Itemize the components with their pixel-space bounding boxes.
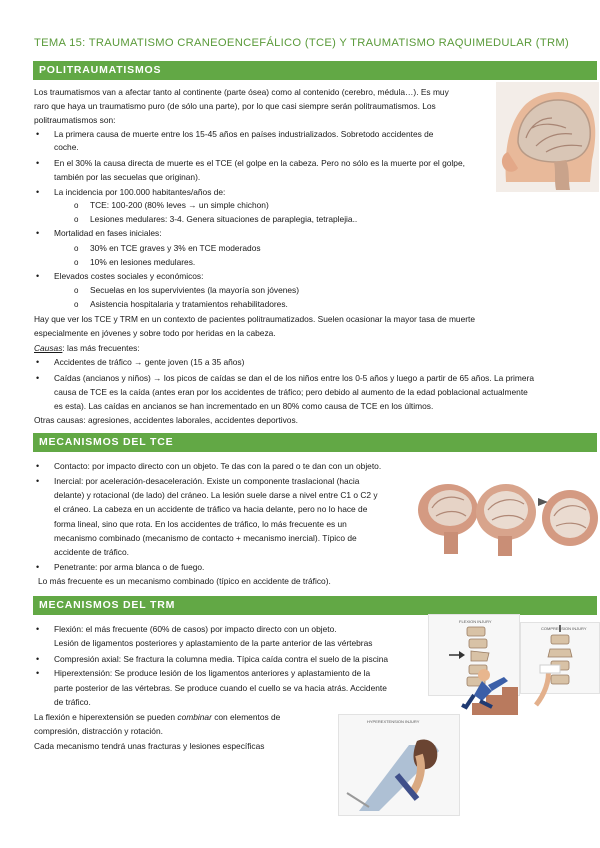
list-item: • Mortalidad en fases iniciales: xyxy=(54,227,162,240)
list-subitem: o TCE: 100-200 (80% leves → un simple chichon) xyxy=(90,199,269,212)
figure-caption: FLEXION INJURY xyxy=(459,619,492,624)
list-item: • Inercial: por aceleración-desaceleración. Existe un componente traslacional (hacia xyxy=(54,475,359,488)
text-line: Otras causas: agresiones, accidentes laborales, accidentes deportivos. xyxy=(34,415,298,425)
text-line: especialmente en jóvenes y sobre todo por heridas en la cabeza. xyxy=(34,328,276,338)
text-line: Hay que ver los TCE y TRM en un contexto de pacientes politraumatizados. Suelen ocasionar la mayor tasa de muerte xyxy=(34,314,476,324)
list-item: • En el 30% la causa directa de muerte es el TCE (el golpe en la cabeza. Pero no sólo es la muerte por el golpe, xyxy=(54,157,465,170)
text-line: accidente de tráfico. xyxy=(54,547,129,557)
combine-paragraph xyxy=(34,711,280,724)
list-item: • Penetrante: por arma blanca o de fuego. xyxy=(54,561,204,574)
hyperextension-injury-figure xyxy=(338,714,460,816)
head-brain-illustration xyxy=(496,82,599,192)
list-item: • Accidentes de tráfico → gente joven (15 a 35 años) xyxy=(54,356,244,369)
list-item: • La incidencia por 100.000 habitantes/años de: xyxy=(54,186,225,199)
text-line: compresión, distracción y rotación. xyxy=(34,726,163,736)
text-line: Cada mecanismo tendrá unas fracturas y lesiones específicas xyxy=(34,741,265,751)
section-header-mecanismos-tce: MECANISMOS DEL TCE xyxy=(33,433,597,452)
list-item: • Caídas (ancianos y niños) → los picos de caídas se dan el de los niños entre los 0-5 años y luego a partir de 65 años. La primera xyxy=(54,372,534,385)
text-line: el cráneo. La cabeza en un accidente de tráfico va hacia delante, pero no lo hace de xyxy=(54,504,368,514)
text-line: Lo más frecuente es un mecanismo combinado (típico en accidente de tráfico). xyxy=(38,576,331,586)
text-line: es esta). Las caídas en ancianos se han incrementado en un 80% como causa de TCE en los últimos. xyxy=(54,401,434,411)
list-item: • Compresión axial: Se fractura la columna media. Típica caída contra el suelo de la piscina xyxy=(54,653,388,666)
text-fragment: La flexión e hiperextensión se pueden xyxy=(34,712,178,722)
emphasis-combinar: combinar xyxy=(177,712,212,722)
text-fragment: con elementos de xyxy=(211,712,281,722)
text-line: mecanismo combinado (mecanismo de contacto + mecanismo inercial). Típico de xyxy=(54,533,357,543)
list-item: • Contacto: por impacto directo con un objeto. Te das con la pared o te dan con un objeto. xyxy=(54,460,381,473)
list-item: • Flexión: el más frecuente (60% de casos) por impacto directo con un objeto. xyxy=(54,623,337,636)
text-line: de tráfico. xyxy=(54,697,91,707)
acceleration-deceleration-illustration xyxy=(418,476,600,556)
text-line: delante) y rotacional (de lado) del cráneo. La lesión suele darse a nivel entre C1 o C2 y xyxy=(54,490,378,500)
text-line: raro que haya un traumatismo puro (de sólo una parte), por lo que casi siempre serán politraumatismos. Los xyxy=(34,101,436,111)
list-subitem: o Lesiones medulares: 3-4. Genera situaciones de paraplegia, tetraplejia.. xyxy=(90,213,357,226)
figure-caption: HYPEREXTENSION INJURY xyxy=(367,719,420,724)
page-title: TEMA 15: TRAUMATISMO CRANEOENCEFÁLICO (TCE) Y TRAUMATISMO RAQUIMEDULAR (TRM) xyxy=(34,37,569,49)
text-line: causa de TCE es la caída (antes eran por los accidentes de tráfico; pero debido al aumento de la edad poblacional actualmente xyxy=(54,387,528,397)
section-header-mecanismos-trm: MECANISMOS DEL TRM xyxy=(33,596,597,615)
fall-injury-illustration xyxy=(452,655,572,717)
text-line: también por las secuelas que originan). xyxy=(54,172,201,182)
text-line: politraumatismos son: xyxy=(34,115,116,125)
figure-caption: COMPRESSION INJURY xyxy=(541,626,587,631)
causas-label: Causas xyxy=(34,343,63,353)
list-subitem: o 10% en lesiones medulares. xyxy=(90,256,195,269)
list-item: • Elevados costes sociales y económicos: xyxy=(54,270,203,283)
text-line: parte posterior de las vértebras. Se produce cuando el cuello se va hacia atrás. Accidente xyxy=(54,683,387,693)
list-subitem: o 30% en TCE graves y 3% en TCE moderados xyxy=(90,242,261,255)
text-line: Lesión de ligamentos posteriores y aplastamiento de la parte anterior de las vértebras xyxy=(54,638,373,648)
causas-heading xyxy=(34,342,140,355)
list-item: • La primera causa de muerte entre los 15-45 años en países industrializados. Sobretodo accidentes de xyxy=(54,128,433,141)
text-line: forma lineal, sino que rota. En los accidentes de tráfico, lo más frecuente es un xyxy=(54,519,347,529)
section-header-politraumatismos: POLITRAUMATISMOS xyxy=(33,61,597,80)
text-line: coche. xyxy=(54,142,79,152)
list-subitem: o Secuelas en los supervivientes (la mayoría son jóvenes) xyxy=(90,284,299,297)
list-item: • Hiperextensión: Se produce lesión de los ligamentos anteriores y aplastamiento de la xyxy=(54,667,370,680)
text-line: Los traumatismos van a afectar tanto al continente (parte ósea) como al contenido (cerebro, médula…). Es muy xyxy=(34,87,449,97)
causas-rest: : las más frecuentes: xyxy=(62,343,140,353)
list-subitem: o Asistencia hospitalaria y tratamientos rehabilitadores. xyxy=(90,298,288,311)
